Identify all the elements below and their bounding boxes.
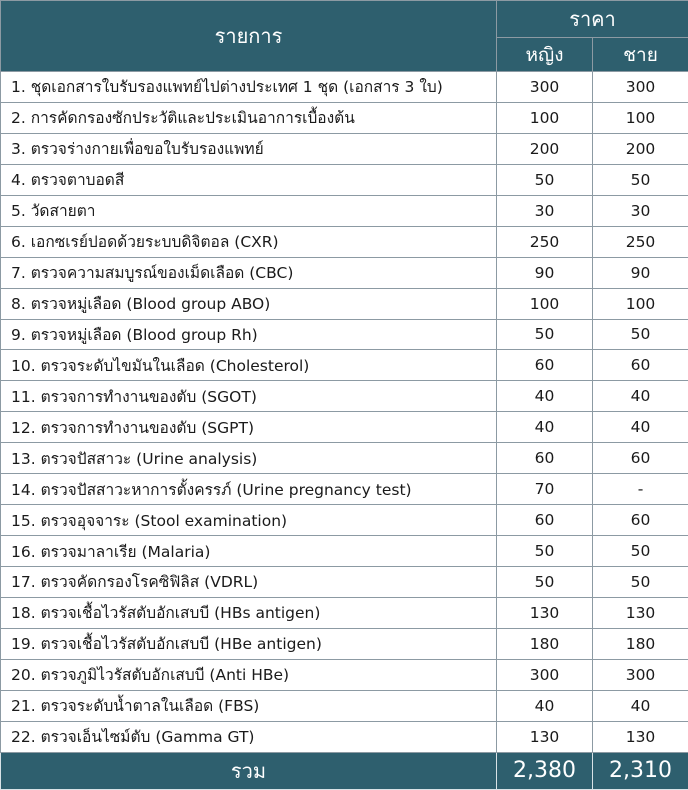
total-label: รวม xyxy=(1,752,497,789)
item-name: 21. ตรวจระดับน้ำตาลในเลือด (FBS) xyxy=(1,690,497,721)
female-total: 2,380 xyxy=(497,752,593,789)
male-price: 60 xyxy=(593,505,688,536)
female-price: 300 xyxy=(497,659,593,690)
male-column-header: ชาย xyxy=(593,38,688,72)
male-price: 180 xyxy=(593,628,688,659)
total-row xyxy=(1,752,688,789)
female-price: 40 xyxy=(497,381,593,412)
male-price: 90 xyxy=(593,257,688,288)
male-price: 100 xyxy=(593,102,688,133)
male-price: 250 xyxy=(593,226,688,257)
female-price: 100 xyxy=(497,288,593,319)
table-row xyxy=(1,350,688,381)
item-name: 15. ตรวจอุจจาระ (Stool examination) xyxy=(1,505,497,536)
male-price: 200 xyxy=(593,133,688,164)
item-column-header: รายการ xyxy=(1,1,497,72)
table-row xyxy=(1,164,688,195)
male-price: 50 xyxy=(593,567,688,598)
male-price: 60 xyxy=(593,443,688,474)
table-row xyxy=(1,659,688,690)
table-row xyxy=(1,412,688,443)
table-row xyxy=(1,72,688,103)
table-row xyxy=(1,567,688,598)
item-name: 14. ตรวจปัสสาวะหาการตั้งครรภ์ (Urine pregnancy test) xyxy=(1,474,497,505)
item-name: 10. ตรวจระดับไขมันในเลือด (Cholesterol) xyxy=(1,350,497,381)
male-price: 130 xyxy=(593,597,688,628)
item-name: 5. วัดสายตา xyxy=(1,195,497,226)
table-row xyxy=(1,536,688,567)
female-price: 60 xyxy=(497,443,593,474)
item-name: 12. ตรวจการทำงานของตับ (SGPT) xyxy=(1,412,497,443)
female-price: 130 xyxy=(497,597,593,628)
female-column-header: หญิง xyxy=(497,38,593,72)
male-price: 50 xyxy=(593,319,688,350)
item-name: 8. ตรวจหมู่เลือด (Blood group ABO) xyxy=(1,288,497,319)
item-name: 7. ตรวจความสมบูรณ์ของเม็ดเลือด (CBC) xyxy=(1,257,497,288)
male-price: - xyxy=(593,474,688,505)
male-price: 50 xyxy=(593,164,688,195)
female-price: 50 xyxy=(497,319,593,350)
item-name: 2. การคัดกรองซักประวัติและประเมินอาการเบื้องต้น xyxy=(1,102,497,133)
male-price: 30 xyxy=(593,195,688,226)
female-price: 250 xyxy=(497,226,593,257)
female-price: 300 xyxy=(497,72,593,103)
item-name: 17. ตรวจคัดกรองโรคซิฟิลิส (VDRL) xyxy=(1,567,497,598)
item-name: 16. ตรวจมาลาเรีย (Malaria) xyxy=(1,536,497,567)
male-price: 300 xyxy=(593,72,688,103)
table-row xyxy=(1,721,688,752)
item-name: 6. เอกซเรย์ปอดด้วยระบบดิจิตอล (CXR) xyxy=(1,226,497,257)
female-price: 40 xyxy=(497,412,593,443)
female-price: 50 xyxy=(497,567,593,598)
price-column-header: ราคา xyxy=(497,1,688,38)
item-name: 1. ชุดเอกสารใบรับรองแพทย์ไปต่างประเทศ 1 ชุด (เอกสาร 3 ใบ) xyxy=(1,72,497,103)
table-row xyxy=(1,690,688,721)
male-price: 40 xyxy=(593,381,688,412)
male-total: 2,310 xyxy=(593,752,688,789)
item-name: 22. ตรวจเอ็นไซม์ตับ (Gamma GT) xyxy=(1,721,497,752)
male-price: 300 xyxy=(593,659,688,690)
item-name: 20. ตรวจภูมิไวรัสตับอักเสบบี (Anti HBe) xyxy=(1,659,497,690)
item-name: 11. ตรวจการทำงานของตับ (SGOT) xyxy=(1,381,497,412)
female-price: 180 xyxy=(497,628,593,659)
table-row xyxy=(1,505,688,536)
male-price: 50 xyxy=(593,536,688,567)
table-row xyxy=(1,195,688,226)
male-price: 60 xyxy=(593,350,688,381)
female-price: 130 xyxy=(497,721,593,752)
table-row xyxy=(1,319,688,350)
item-name: 9. ตรวจหมู่เลือด (Blood group Rh) xyxy=(1,319,497,350)
item-name: 3. ตรวจร่างกายเพื่อขอใบรับรองแพทย์ xyxy=(1,133,497,164)
female-price: 50 xyxy=(497,536,593,567)
female-price: 60 xyxy=(497,505,593,536)
male-price: 40 xyxy=(593,690,688,721)
female-price: 70 xyxy=(497,474,593,505)
item-name: 4. ตรวจตาบอดสี xyxy=(1,164,497,195)
male-price: 130 xyxy=(593,721,688,752)
table-row xyxy=(1,226,688,257)
item-name: 18. ตรวจเชื้อไวรัสตับอักเสบบี (HBs antigen) xyxy=(1,597,497,628)
female-price: 40 xyxy=(497,690,593,721)
table-row xyxy=(1,133,688,164)
item-name: 19. ตรวจเชื้อไวรัสตับอักเสบบี (HBe antigen) xyxy=(1,628,497,659)
item-name: 13. ตรวจปัสสาวะ (Urine analysis) xyxy=(1,443,497,474)
female-price: 30 xyxy=(497,195,593,226)
male-price: 40 xyxy=(593,412,688,443)
male-price: 100 xyxy=(593,288,688,319)
table-row xyxy=(1,474,688,505)
table-row xyxy=(1,443,688,474)
female-price: 90 xyxy=(497,257,593,288)
female-price: 100 xyxy=(497,102,593,133)
table-row xyxy=(1,597,688,628)
table-row xyxy=(1,288,688,319)
table-row xyxy=(1,102,688,133)
female-price: 50 xyxy=(497,164,593,195)
table-row xyxy=(1,257,688,288)
table-row xyxy=(1,381,688,412)
table-row xyxy=(1,628,688,659)
female-price: 60 xyxy=(497,350,593,381)
female-price: 200 xyxy=(497,133,593,164)
